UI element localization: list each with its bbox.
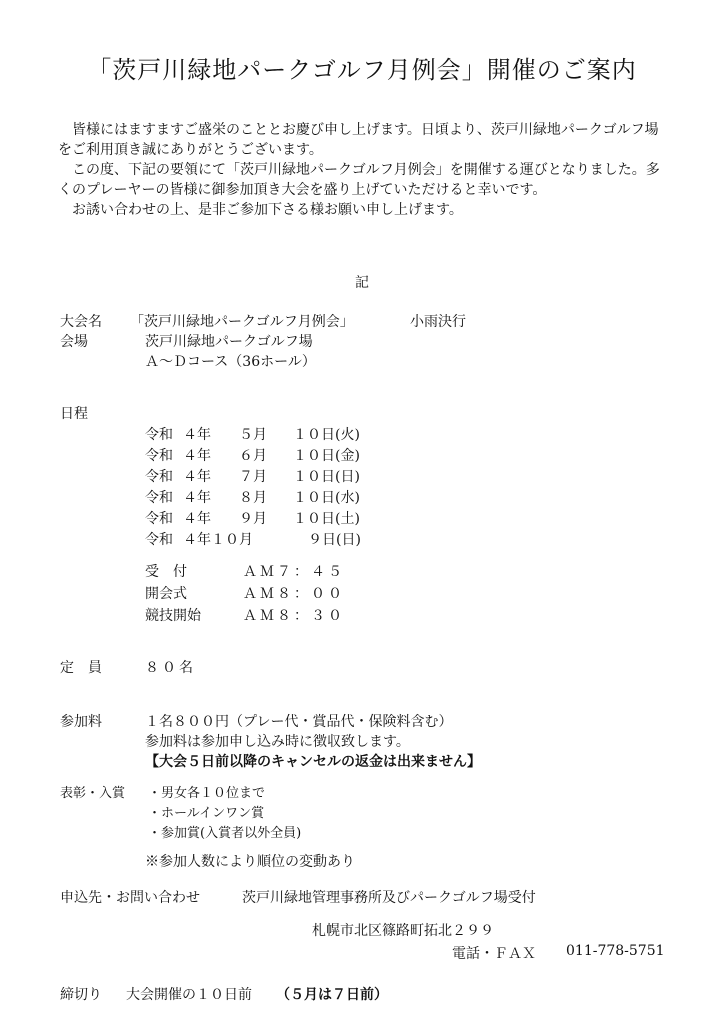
event-name-value: 「茨戸川緑地パークゴルフ月例会」 xyxy=(130,314,354,330)
time-value: ＡＭ８：３０ xyxy=(243,608,345,624)
date-day: １０日(日) xyxy=(293,469,360,485)
date-month: ８月 xyxy=(239,490,267,506)
date-month: ７月 xyxy=(239,469,267,485)
date-era: 令和 xyxy=(145,427,173,443)
capacity-label: 定 員 xyxy=(60,660,102,676)
deadline-value: 大会開催の１０日前 xyxy=(126,987,252,1003)
time-value: ＡＭ７：４５ xyxy=(243,564,345,580)
date-era: 令和 xyxy=(145,511,173,527)
venue-label: 会場 xyxy=(60,334,88,350)
time-label: 競技開始 xyxy=(145,608,201,624)
contact-label: 申込先・お問い合わせ xyxy=(60,890,200,906)
awards-note: ※参加人数により順位の変動あり xyxy=(145,854,355,870)
date-month: ６月 xyxy=(239,448,267,464)
intro-section xyxy=(58,120,668,220)
date-day: １０日(火) xyxy=(293,427,360,443)
date-month: ９月 xyxy=(239,511,267,527)
contact-phone-label: 電話・ＦＡＸ xyxy=(452,946,536,962)
intro-paragraph-3: お誘い合わせの上、是非ご参加下さる様お願い申し上げます。 xyxy=(72,202,463,218)
date-year: ４年 xyxy=(183,448,211,464)
cancel-note: 【大会５日前以降のキャンセルの返金は出来ません】 xyxy=(145,754,481,770)
award-item: ・参加賞(入賞者以外全員) xyxy=(148,826,302,841)
date-year: ４年 xyxy=(183,427,211,443)
contact-address: 札幌市北区篠路町拓北２９９ xyxy=(312,923,494,939)
fee-label: 参加料 xyxy=(60,714,102,730)
intro-paragraph-1: 皆様にはますますご盛栄のこととお慶び申し上げます。日頃より、茨戸川緑地パークゴルフ場をご利用頂き誠にありがとうございます。 xyxy=(58,122,659,158)
date-day: １０日(土) xyxy=(293,511,360,527)
date-day: １０日(金) xyxy=(293,448,360,464)
time-label: 開会式 xyxy=(145,586,187,602)
schedule-label: 日程 xyxy=(60,406,88,422)
rain-note: 小雨決行 xyxy=(410,314,466,330)
fee-note: 参加料は参加申し込み時に徴収致します。 xyxy=(145,734,410,750)
venue-value: 茨戸川緑地パークゴルフ場 xyxy=(145,334,313,350)
date-month: ５月 xyxy=(239,427,267,443)
intro-paragraph-2: この度、下記の要領にて「茨戸川緑地パークゴルフ月例会」を開催する運びとなりました。多くのプレーヤーの皆様に御参加頂き大会を盛り上げていただけると幸いです。 xyxy=(58,162,660,198)
capacity-value: ８０名 xyxy=(145,660,196,676)
date-era: 令和 xyxy=(145,469,173,485)
time-label: 受 付 xyxy=(145,564,187,580)
document-title: 「茨戸川緑地パークゴルフ月例会」開催のご案内 xyxy=(87,56,637,84)
deadline-note: （５月は７日前） xyxy=(276,987,388,1003)
contact-value: 茨戸川緑地管理事務所及びパークゴルフ場受付 xyxy=(242,890,536,906)
awards-label: 表彰・入賞 xyxy=(60,786,126,801)
event-name-label: 大会名 xyxy=(60,314,102,330)
date-day: １０日(水) xyxy=(293,490,360,506)
fee-value: １名８００円（プレー代・賞品代・保険料含む） xyxy=(145,714,453,730)
date-year: ４年 xyxy=(183,511,211,527)
deadline-label: 締切り xyxy=(60,987,102,1003)
course-value: Ａ～Ｄコース（36ホール） xyxy=(145,354,316,370)
date-year: ４年 xyxy=(183,490,211,506)
date-year: ４年１０月 xyxy=(183,532,253,548)
date-era: 令和 xyxy=(145,448,173,464)
date-year: ４年 xyxy=(183,469,211,485)
date-era: 令和 xyxy=(145,532,173,548)
award-item: ・男女各１０位まで xyxy=(148,786,266,801)
time-value: ＡＭ８：００ xyxy=(243,586,345,602)
award-item: ・ホールインワン賞 xyxy=(148,806,265,821)
ki-heading: 記 xyxy=(355,275,369,291)
contact-phone: 011-778-5751 xyxy=(566,943,665,959)
date-era: 令和 xyxy=(145,490,173,506)
date-day: ９日(日) xyxy=(308,532,361,548)
